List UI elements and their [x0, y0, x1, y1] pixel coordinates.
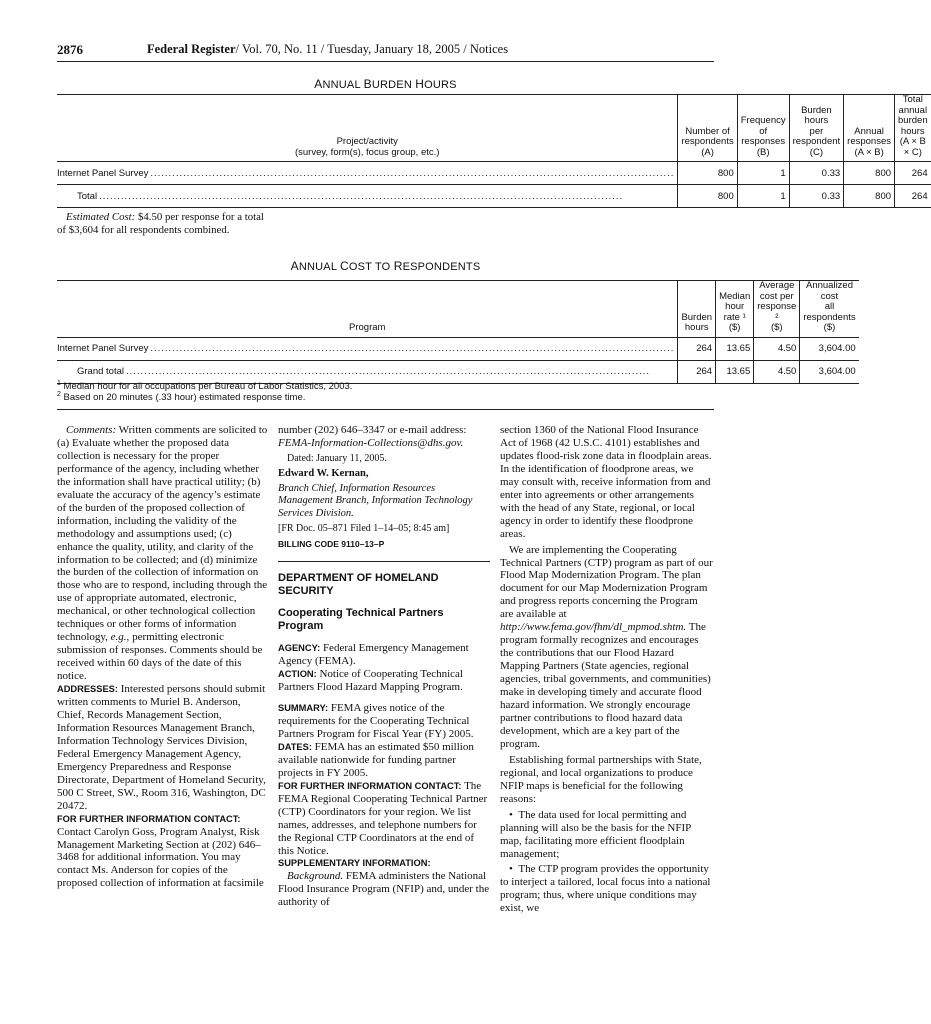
dates-paragraph: DATES: FEMA has an estimated $50 million available nationwide for funding partner projects in FY 2005. [278, 740, 474, 779]
cell-average: 4.50 [754, 337, 800, 360]
cell-annualized: 3,604.00 [800, 360, 859, 383]
cell-respondents: 800 [678, 185, 737, 208]
bullet-1: • The data used for local permitting and planning will also be the basis for the NFIP map, facilitating more efficient floodplain management; [500, 808, 691, 860]
contact-continuation: number (202) 646–3347 or e-mail address: FEMA-Information-Collections@dhs.gov. [278, 424, 467, 449]
column-3 [500, 424, 713, 915]
supplementary-label: SUPPLEMENTARY INFORMATION: [278, 858, 431, 869]
cell-frequency: 1 [737, 185, 789, 208]
row-label: Grand total [77, 366, 124, 377]
burden-table [57, 94, 931, 208]
cost-header-burden: Burden hours [678, 281, 716, 338]
department-heading: DEPARTMENT OF HOMELAND SECURITY [278, 572, 439, 598]
cell-burden: 264 [678, 337, 716, 360]
burden-header-annual: Annual responses (A × B) [844, 95, 895, 162]
page-number: 2876 [57, 42, 83, 57]
publication-line [147, 42, 508, 57]
cell-annualized: 3,604.00 [800, 337, 859, 360]
footnote-1: $^1$ Median hour for all occupations per Bureau of Labor Statistics, 2003. [57, 380, 353, 393]
publication-name: Federal Register [147, 42, 236, 56]
section-divider [278, 561, 490, 562]
partnership-paragraph: Establishing formal partnerships with State, regional, and local organizations to produce NFIP maps is beneficial for the following reasons: [500, 753, 702, 805]
page-header [57, 42, 711, 58]
addresses-paragraph: ADDRESSES: Interested persons should submit written comments to Muriel B. Anderson, Chief, Records Management Section, Information Resources Management Branch, Information Technology Services Division, Federal Emergency Management Agency, Emergency Preparedness and Response Directorate, Department of Homeland Security, 500 C Street, SW., Room 316, Washington, DC 20472. [57, 683, 266, 812]
cost-header-annualized: Annualized cost all respondents ($) [800, 281, 859, 338]
program-heading: Cooperating Technical Partners Program [278, 607, 444, 633]
cell-burden: 264 [678, 360, 716, 383]
authority-paragraph: section 1360 of the National Flood Insurance Act of 1968 (42 U.S.C. 4101) establishes and updates flood-risk zone data in floodplain areas. In the identification of floodprone areas, we may consult with, receive information from and enter into agreements or other arrangements with the head of any State, regional, or local agency in order to identify these floodprone areas. [500, 424, 712, 540]
cell-median: 13.65 [716, 360, 754, 383]
burden-header-total: Total annual burden hours (A × B × C) [895, 95, 931, 162]
burden-header-hours: Burden hours per respondent (C) [789, 95, 844, 162]
issue-info: / Vol. 70, No. 11 / Tuesday, January 18, 2005 / Notices [235, 42, 509, 56]
bullet-2: • The CTP program provides the opportunity to interject a tailored, local focus into a national program; thus, where unique conditions may exist, we [500, 863, 711, 915]
row-label: Total [77, 190, 98, 202]
email-link[interactable]: FEMA-Information-Collections@dhs.gov. [278, 436, 464, 449]
cell-burden: 0.33 [789, 162, 844, 185]
comments-paragraph: Comments: Written comments are solicited to (a) Evaluate whether the proposed data collection is necessary for the proper performance of the agency, including whether the information shall have practical utility; (b) evaluate the accuracy of the agency’s estimate of the burden of the proposed collection of information, including the validity of the methodology and assumptions used; (c) enhance the quality, utility, and clarity of the information to be collected; and (d) minimize the burden of the collection of information on those who are to respond, including through the use of appropriate automated, electronic, mechanical, or other technological collection techniques or other forms of information technology, e.g., permitting electronic submission of responses. Comments should be received within 60 days of the date of this notice. [57, 424, 268, 683]
summary-paragraph: SUMMARY: FEMA gives notice of the requirements for the Cooperating Technical Partners Program for Fiscal Year (FY) 2005. [278, 702, 474, 740]
column-2 [278, 424, 490, 909]
cost-header-average: Average cost per response ² ($) [754, 281, 800, 338]
column-1 [57, 424, 270, 890]
table-row [57, 185, 931, 208]
further-info-paragraph-2: FOR FURTHER INFORMATION CONTACT: The FEMA Regional Cooperating Technical Partner (CTP) Coordinators for your region. We list names, addresses, and telephone numbers for the Regional CTP Coordinators at the end of this Notice. [278, 779, 488, 857]
table-row [57, 337, 859, 360]
estimated-cost-paragraph: Estimated Cost: $4.50 per response for a total of $3,604 for all respondents combined. [57, 211, 264, 236]
fema-url-link[interactable]: http://www.fema.gov/fhm/dl_mpmod.shtm. [500, 621, 687, 634]
cell-total: 264 [895, 162, 931, 185]
signer-title: Branch Chief, Information Resources Management Branch, Information Technology Services Division. [278, 482, 473, 519]
cell-total: 264 [895, 185, 931, 208]
burden-header-frequency: Frequency of responses (B) [737, 95, 789, 162]
dated-line: Dated: January 11, 2005. [287, 452, 387, 464]
row-label: Internet Panel Survey [57, 343, 149, 354]
cell-annual: 800 [844, 185, 895, 208]
cell-respondents: 800 [678, 162, 737, 185]
cost-header-median: Median hour rate ¹ ($) [716, 281, 754, 338]
burden-table-title: ANNUAL BURDEN HOURS [314, 77, 457, 91]
cell-burden: 0.33 [789, 185, 844, 208]
footnote-2: $^2$ Based on 20 minutes (.33 hour) estimated response time. [57, 391, 306, 404]
fr-doc: [FR Doc. 05–871 Filed 1–14–05; 8:45 am] [278, 523, 450, 535]
further-info-paragraph: FOR FURTHER INFORMATION CONTACT: Contact Carolyn Goss, Program Analyst, Risk Management Marketing Section at (202) 646–3468 for additional information. You may contact Ms. Anderson for copies of the proposed collection of information at facsimile [57, 813, 264, 890]
burden-header-respondents: Number of respondents (A) [678, 95, 737, 162]
ctp-paragraph: We are implementing the Cooperating Technical Partners (CTP) program as part of our Flood Map Modernization Program. The plan document for our Map Modernization Program and progress reports concerning the Program are available at http://www.fema.gov/fhm/dl_mpmod.shtm. The program formally recognizes and encourages the contributions that our Flood Hazard Mapping Partners (State agencies, regional agencies, tribal governments, and communities) make in developing timely and accurate flood hazard information. We strongly encourage partner contributions to flood hazard data development, which are a key part of the program. [500, 543, 713, 750]
cost-table [57, 280, 859, 384]
billing-code: BILLING CODE 9110–13–P [278, 539, 385, 550]
signer-name: Edward W. Kernan, [278, 467, 369, 479]
cost-table-title: ANNUAL COST TO RESPONDENTS [290, 259, 481, 273]
background-paragraph: Background. FEMA administers the National Flood Insurance Program (NFIP) and, under the authority of [278, 870, 490, 909]
section-rule [57, 409, 714, 410]
row-label: Internet Panel Survey [57, 167, 149, 179]
cost-header-program: Program [349, 322, 386, 333]
action-paragraph: ACTION: Notice of Cooperating Technical Partners Flood Hazard Mapping Program. [278, 668, 463, 694]
header-rule [57, 61, 714, 62]
cell-average: 4.50 [754, 360, 800, 383]
table-row [57, 162, 931, 185]
burden-header-project: Project/activity (survey, form(s), focus group, etc.) [294, 136, 440, 158]
agency-paragraph: AGENCY: Federal Emergency Management Agency (FEMA). [278, 642, 469, 668]
cell-frequency: 1 [737, 162, 789, 185]
cell-annual: 800 [844, 162, 895, 185]
cell-median: 13.65 [716, 337, 754, 360]
